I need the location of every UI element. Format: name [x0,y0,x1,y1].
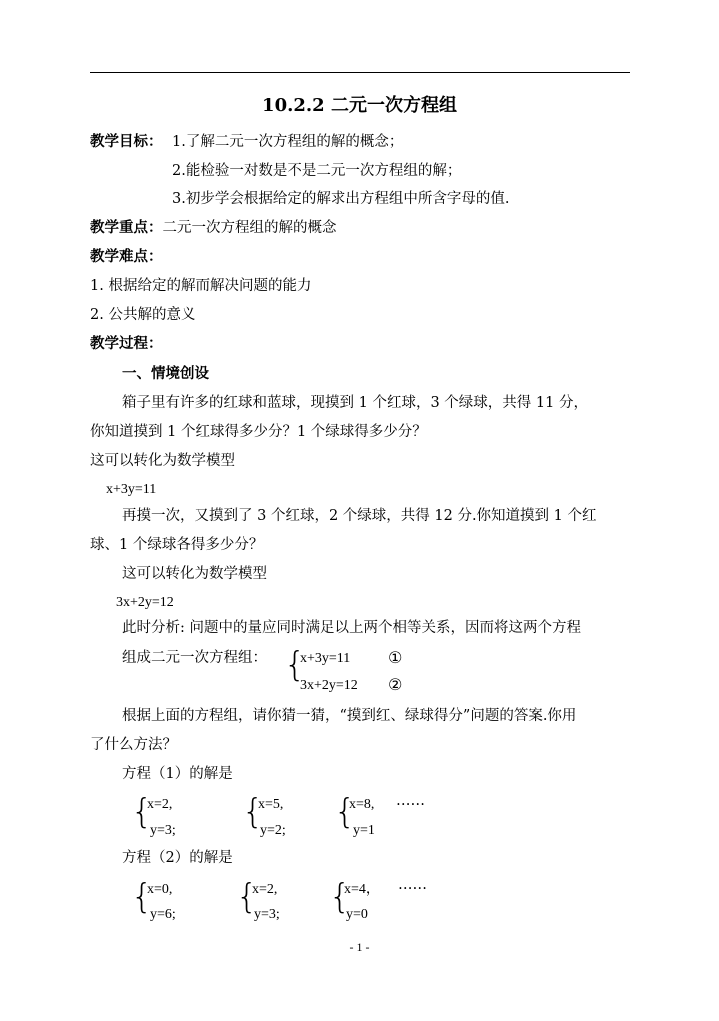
process-label: 教学过程： [90,335,163,352]
solution-y: y=6; [150,907,176,922]
system-equation-1: x+3y=11 [300,651,351,666]
paragraph-5-line-1: 此时分析: 问题中的量应同时满足以上两个相等关系，因而将这两个方程 [122,620,581,636]
equation-2: 3x+2y=12 [116,595,174,610]
difficulties-label: 教学难点： [90,248,163,265]
solution-x: x=2, [147,797,173,812]
solution-y: y=2; [260,823,286,838]
paragraph-3-line-2: 球、1 个绿球各得多少分？ [90,537,264,553]
header-rule [90,72,630,73]
solution-x: x=8, [349,797,375,812]
left-brace-icon: { [242,792,264,832]
solutions-2-label: 方程（2）的解是 [122,850,233,866]
solution-x: x=2, [252,882,278,897]
solution-y: y=3; [150,823,176,838]
solution-x: x=4， [344,882,380,897]
circled-two-marker: ② [388,675,403,694]
circled-one-marker: ① [388,648,403,667]
solution-x: x=5, [258,797,284,812]
difficulty-item-1: 1. 根据给定的解而解决问题的能力 [90,278,312,294]
solution-y: y=3; [254,907,280,922]
objective-item-3: 3.初步学会根据给定的解求出方程组中所含字母的值. [172,191,510,207]
left-brace-icon: { [131,877,153,917]
solutions-1-ellipsis: …… [396,793,425,809]
page-number: - 1 - [349,940,370,954]
objectives-label: 教学目标： [90,133,163,150]
solutions-2-ellipsis: …… [398,877,427,893]
key-points-text: 二元一次方程组的解的概念 [162,220,337,236]
paragraph-6-line-1: 根据上面的方程组，请你猜一猜，“摸到红、绿球得分”问题的答案.你用 [122,708,577,724]
paragraph-2: 这可以转化为数学模型 [90,453,235,469]
paragraph-4: 这可以转化为数学模型 [122,566,267,582]
paragraph-6-line-2: 了什么方法？ [90,737,177,753]
page-title: 10.2.2 二元一次方程组 [262,95,457,116]
section-heading: 一、情境创设 [122,365,209,382]
left-brace-icon: { [236,877,258,917]
paragraph-1-line-1: 箱子里有许多的红球和蓝球，现摸到 1 个红球，3 个绿球，共得 11 分， [122,395,588,411]
paragraph-5-line-2: 组成二元一次方程组： [122,650,267,666]
key-points-label: 教学重点： [90,219,163,236]
difficulty-item-2: 2. 公共解的意义 [90,307,196,323]
system-equation-2: 3x+2y=12 [300,678,358,693]
paragraph-3-line-1: 再摸一次，又摸到了 3 个红球，2 个绿球，共得 12 分.你知道摸到 1 个红 [122,508,597,524]
key-points-row [90,218,337,238]
objective-item-1: 1.了解二元一次方程组的解的概念； [172,134,404,150]
solution-y: y=0 [346,907,368,922]
left-brace-icon: { [334,792,356,832]
solution-y: y=1 [353,823,375,838]
equation-1: x+3y=11 [106,482,157,497]
solutions-1-label: 方程（1）的解是 [122,766,233,782]
objective-item-2: 2.能检验一对数是不是二元一次方程组的解； [172,163,462,179]
left-brace-icon: { [131,792,153,832]
paragraph-1-line-2: 你知道摸到 1 个红球得多少分？1 个绿球得多少分？ [90,424,427,440]
left-brace-icon: { [329,877,351,917]
solution-x: x=0, [147,882,173,897]
left-brace-icon: { [284,645,306,685]
